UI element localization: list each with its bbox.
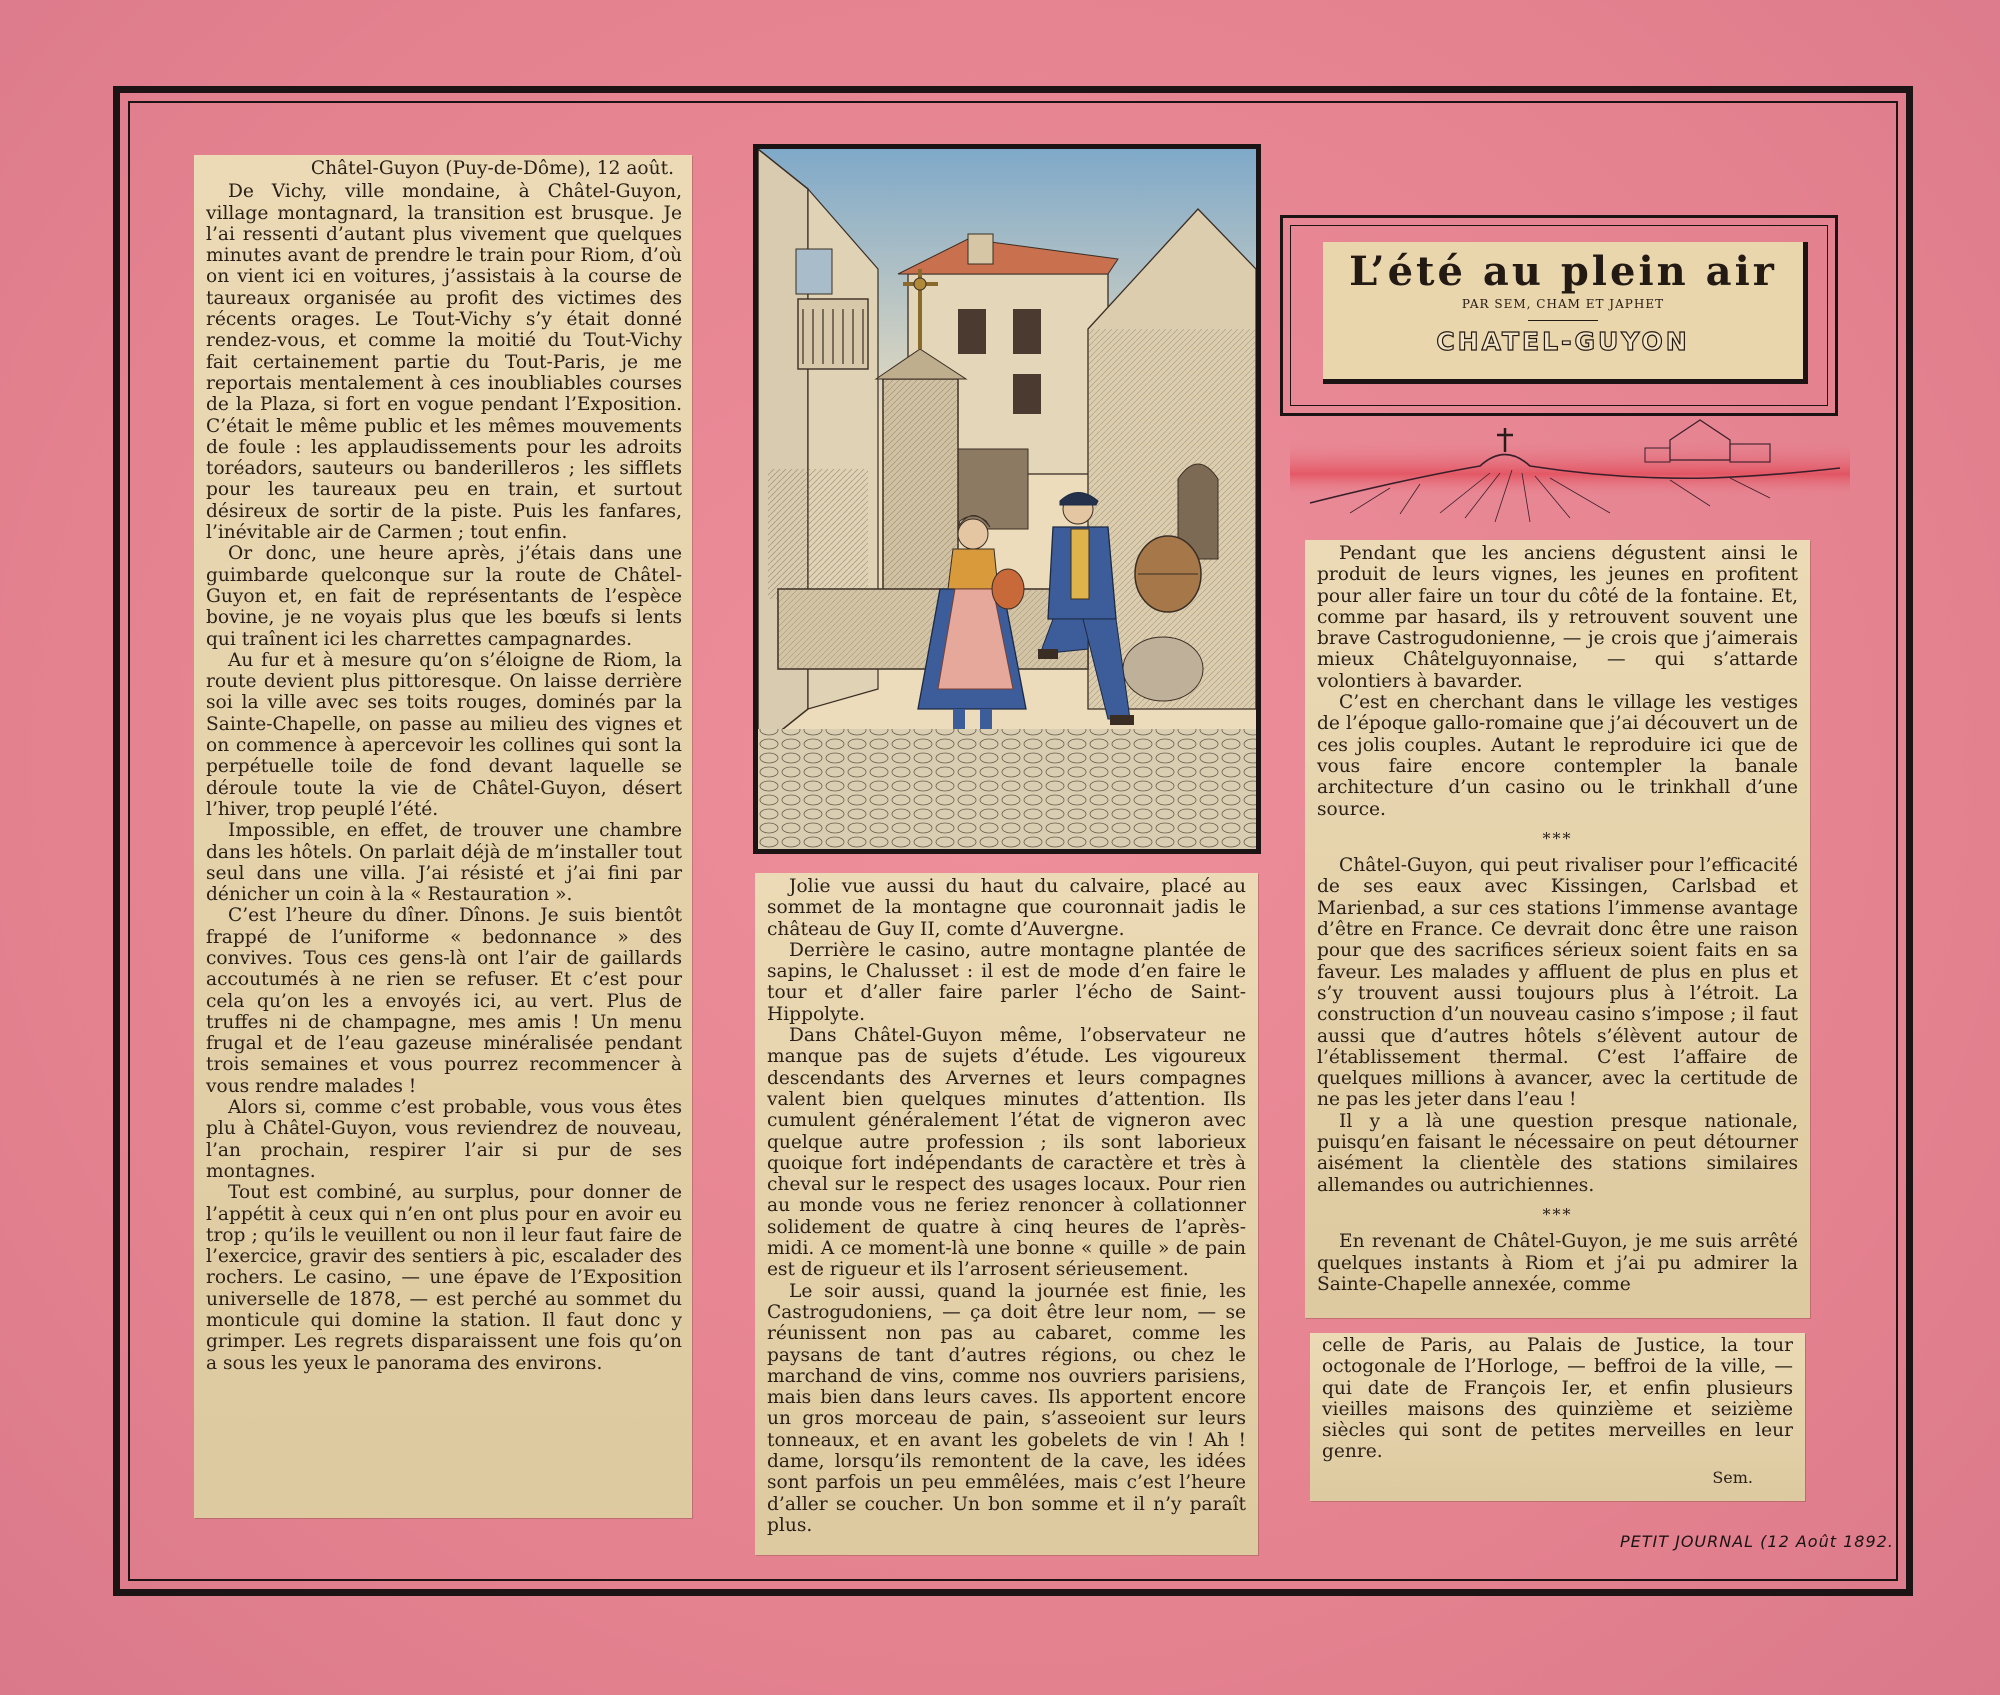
article-column-3	[1305, 540, 1810, 1318]
section-separator: ***	[1542, 1204, 1573, 1224]
hill-calvary-vignette	[1290, 418, 1850, 533]
article-continuation	[1310, 1333, 1805, 1501]
paragraph: Or donc, une heure après, j’étais dans une guimbarde quelconque sur la route de Châtel-Guyon et, en fait de représentants de l’espèce bovine, je ne voyais plus que les bœufs si lents qui traînent ici les charrettes campagnardes.	[206, 543, 682, 650]
article-title: L’été au plein air	[1349, 248, 1777, 295]
article-column-2	[755, 873, 1258, 1555]
paragraph: Alors si, comme c’est probable, vous vous êtes plu à Châtel-Guyon, vous reviendrez de nouveau, l’an prochain, respirer l’air si pur de ses montagnes.	[206, 1097, 682, 1182]
title-rule	[1528, 320, 1598, 321]
section-separator: ***	[1542, 828, 1573, 848]
paragraph: Pendant que les anciens dégustent ainsi le produit de leurs vignes, les jeunes en profitent pour aller faire un tour du côté de la fontaine. Et, comme par hasard, ils y retrouvent souvent une brave Castrogudonienne, — je crois que j’aimerais mieux Châtelguyonnaise, — qui s’attarde volontiers à bavarder.	[1317, 543, 1798, 692]
paragraph: Au fur et à mesure qu’on s’éloigne de Riom, la route devient plus pittoresque. On laisse derrière soi la ville avec ses toits rouges, dominés par la Sainte-Chapelle, on passe au milieu des vignes et on commence à apercevoir les collines qui sont la perpétuelle toile de fond devant laquelle se déroule toute la vie de Châtel-Guyon, désert l’hiver, trop peuplé l’été.	[206, 649, 682, 820]
paragraph: Jolie vue aussi du haut du calvaire, placé au sommet de la montagne que couronnait jadis le château de Guy II, comte d’Auvergne.	[767, 876, 1246, 940]
paragraph: Tout est combiné, au surplus, pour donner de l’appétit à ceux qui n’en ont plus pour en avoir eu trop ; qu’ils le veuillent ou non il leur faut faire de l’exercice, gravir des sentiers à pic, escalader des rochers. Le casino, — une épave de l’Exposition universelle de 1878, — est perché au sommet du monticule qui domine la station. Il faut donc y grimper. Les regrets disparaissent une fois qu’on a sous les yeux le panorama des environs.	[206, 1182, 682, 1374]
engraving	[758, 149, 1256, 849]
article-byline: PAR SEM, CHAM ET JAPHET	[1461, 297, 1665, 311]
paragraph: Il y a là une question presque nationale, puisqu’en faisant le nécessaire on peut détourner aisément la clientèle des stations similaires allemandes ou autrichiennes.	[1317, 1110, 1798, 1196]
source-caption: PETIT JOURNAL (12 Août 1892.	[1620, 1532, 1894, 1551]
paragraph: Impossible, en effet, de trouver une chambre dans les hôtels. On parlait déjà de m’installer tout seul dans une villa. J’ai résisté et j’ai fini par dénicher un coin à la « Restauration ».	[206, 820, 682, 906]
paragraph: En revenant de Châtel-Guyon, je me suis arrêté quelques instants à Riom et j’ai pu admirer la Sainte-Chapelle annexée, comme	[1317, 1231, 1798, 1295]
paragraph: Châtel-Guyon, qui peut rivaliser pour l’efficacité de ses eaux avec Kissingen, Carlsbad et Marienbad, a sur ces stations l’immense avantage d’être en France. Ce devrait donc être une raison pour que des sacrifices sérieux soient faits en sa faveur. Les malades y affluent de plus en plus et s’y trouvent aussi toujours plus à l’étroit. La construction d’un nouveau casino s’impose ; il faut aussi que d’autres hôtels s’élèvent autour de l’établissement thermal. C’est l’affaire de quelques millions à avancer, avec la certitude de ne pas les jeter dans l’eau !	[1317, 855, 1798, 1111]
paragraph: Dans Châtel-Guyon même, l’observateur ne manque pas de sujets d’étude. Les vigoureux descendants des Arvernes et leurs compagnes valent bien quelques minutes d’attention. Ils cumulent généralement l’état de vigneron avec quelque autre profession ; ils sont laborieux quoique fort indépendants de caractère et très à cheval sur le respect des usages locaux. Pour rien au monde vous ne feriez renoncer à collationner solidement de quatre à cinq heures de l’après-midi. A ce moment-là une bonne « quille » de pain est de rigueur et ils l’arrosent sérieusement.	[767, 1025, 1246, 1281]
paragraph: Le soir aussi, quand la journée est finie, les Castrogudoniens, — ça doit être leur nom, — se réunissent non pas au cabaret, comme les paysans de tant d’autres régions, ou chez le marchand de vins, comme nos ouvriers parisiens, mais bien dans leurs caves. Ils apportent encore un gros morceau de pain, s’asseoient sur leurs tonneaux, et en avant les gobelets de vin ! Ah ! dame, lorsqu’ils remontent de la cave, les idées sont parfois un peu emmêlées, mais c’est l’heure d’aller se coucher. Un bon somme et il n’y paraît plus.	[767, 1280, 1246, 1536]
paragraph: C’est en cherchant dans le village les vestiges de l’époque gallo-romaine que j’ai découvert un de ces jolis couples. Autant le reproduire ici que de vous faire encore contempler la banale architecture d’un casino ou le trinkhall d’une source.	[1317, 692, 1798, 820]
signature: Sem.	[1712, 1467, 1753, 1487]
paragraph: Derrière le casino, autre montagne plantée de sapins, le Chalusset : il est de mode d’en faire le tour et d’aller faire parler l’écho de Saint-Hippolyte.	[767, 939, 1246, 1025]
village-fountain-illustration	[753, 144, 1261, 854]
article-place-heading: CHATEL-GUYON	[1436, 327, 1690, 356]
paragraph: C’est l’heure du dîner. Dînons. Je suis bientôt frappé de l’uniforme « bedonnance » des convives. Tous ces gens-là ont l’air de gaillards accoutumés à ne rien se refuser. Et c’est pour cela qu’on les a envoyés ici, au vert. Plus de truffes ni de champagne, mes amis ! Un menu frugal et de l’eau gazeuse minéralisée pendant trois semaines et vous pourrez recommencer à vous rendre malades !	[206, 905, 682, 1097]
dateline: Châtel-Guyon (Puy-de-Dôme), 12 août.	[310, 158, 674, 179]
paragraph: celle de Paris, au Palais de Justice, la tour octogonale de l’Horloge, — beffroi de la ville, — qui date de François Ier, et enfin plusieurs vieilles maisons des quinzième et seizième siècles qui sont de petites merveilles en leur genre.	[1322, 1335, 1793, 1463]
article-column-1	[194, 155, 692, 1518]
paragraph: De Vichy, ville mondaine, à Châtel-Guyon, village montagnard, la transition est brusque. Je l’ai ressenti d’autant plus vivement que quelques minutes avant de prendre le train pour Riom, d’où on vient ici en voitures, j’assistais à la course de taureaux organisée au profit des victimes des récents orages. Le Tout-Vichy s’y était donné rendez-vous, et comme la moitié du Tout-Vichy fait certainement partie du Tout-Paris, je me reportais mentalement à ces inoubliables courses de la Plaza, si fort en vogue pendant l’Exposition. C’était le même public et les mêmes mouvements de foule : les applaudissements pour les adroits toréadors, sauteurs ou banderilleros ; les sifflets pour les taureaux peu en train, et surtout désireux de sortir de la piste. Puis les fanfares, l’inévitable air de Carmen ; tout enfin.	[206, 181, 682, 544]
article-header	[1323, 242, 1808, 384]
